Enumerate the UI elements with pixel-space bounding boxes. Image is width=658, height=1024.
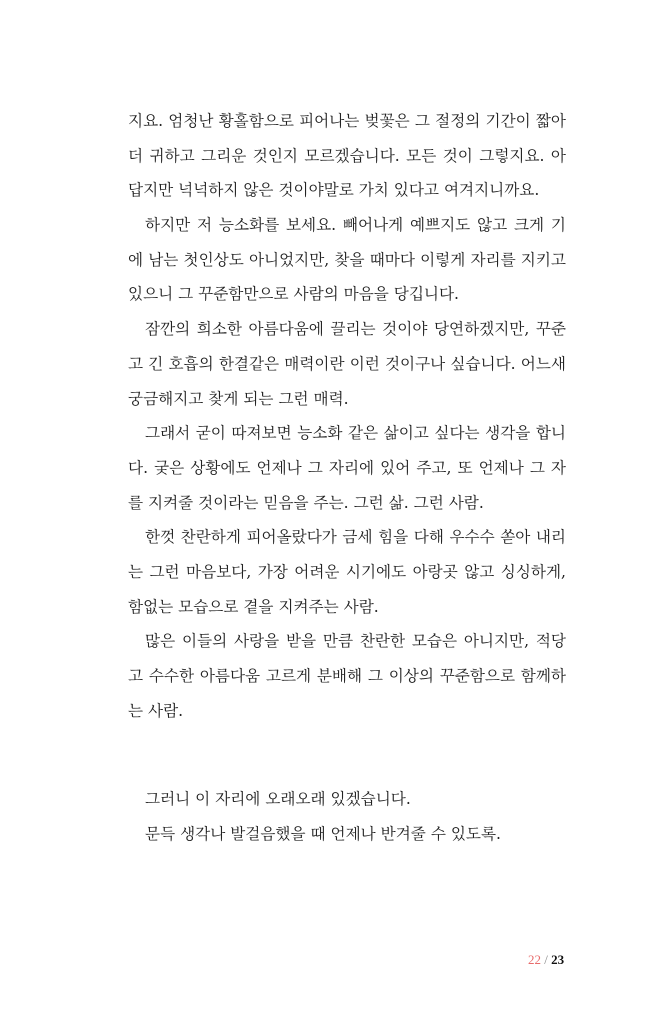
paragraph [128,520,566,624]
text-line: 고 수수한 아름다움 고르게 분배해 그 이상의 꾸준함으로 함께하 [128,667,566,685]
paragraph [128,624,566,728]
page-separator: / [544,952,548,967]
text-line: 그래서 굳이 따져보면 능소화 같은 삶이고 싶다는 생각을 합니 [145,424,566,443]
text-line: 지요. 엄청난 황홀함으로 피어나는 벚꽃은 그 절정의 기간이 짧아 [128,112,566,130]
page-number [528,952,564,968]
text-line: 를 지켜줄 것이라는 믿음을 주는. 그런 삶. 그런 사람. [128,493,484,512]
closing-line: 문득 생각나 발걸음했을 때 언제나 반겨줄 수 있도록. [145,825,501,844]
text-line: 한껏 찬란하게 피어올랐다가 금세 힘을 다해 우수수 쏟아 내리 [145,528,566,547]
text-line: 하지만 저 능소화를 보세요. 빼어나게 예쁘지도 않고 크게 기 [145,216,566,235]
paragraph [128,416,566,520]
text-line: 많은 이들의 사랑을 받을 만큼 찬란한 모습은 아니지만, 적당 [145,632,566,651]
text-line: 에 남는 첫인상도 아니었지만, 찾을 때마다 이렇게 자리를 지키고 [128,250,566,269]
blank-gap [128,728,566,782]
paragraph [128,208,566,312]
text-line: 는 그런 마음보다, 가장 어려운 시기에도 아랑곳 않고 싱싱하게, [128,562,566,581]
total-pages: 23 [551,952,565,967]
paragraph [128,312,566,416]
text-line: 더 귀하고 그리운 것인지 모르겠습니다. 모든 것이 그렇지요. 아 [128,146,566,165]
text-line: 답지만 넉넉하지 않은 것이야말로 가치 있다고 여겨지니까요. [128,181,540,200]
text-line: 있으니 그 꾸준함만으로 사람의 마음을 당깁니다. [128,285,460,304]
page-body [128,104,566,852]
text-line: 는 사람. [128,701,184,720]
text-line: 고 긴 호흡의 한결같은 매력이란 이런 것이구나 싶습니다. 어느새 [128,354,566,373]
text-line: 잠깐의 희소한 아름다움에 끌리는 것이야 당연하겠지만, 꾸준 [145,320,566,339]
closing-line: 그러니 이 자리에 오래오래 있겠습니다. [145,790,411,809]
text-line: 다. 궂은 상황에도 언제나 그 자리에 있어 주고, 또 언제나 그 자 [128,458,566,477]
text-line: 함없는 모습으로 곁을 지켜주는 사람. [128,597,379,616]
paragraph [128,104,566,208]
text-line: 궁금해지고 찾게 되는 그런 매력. [128,389,349,408]
current-page: 22 [528,952,541,967]
